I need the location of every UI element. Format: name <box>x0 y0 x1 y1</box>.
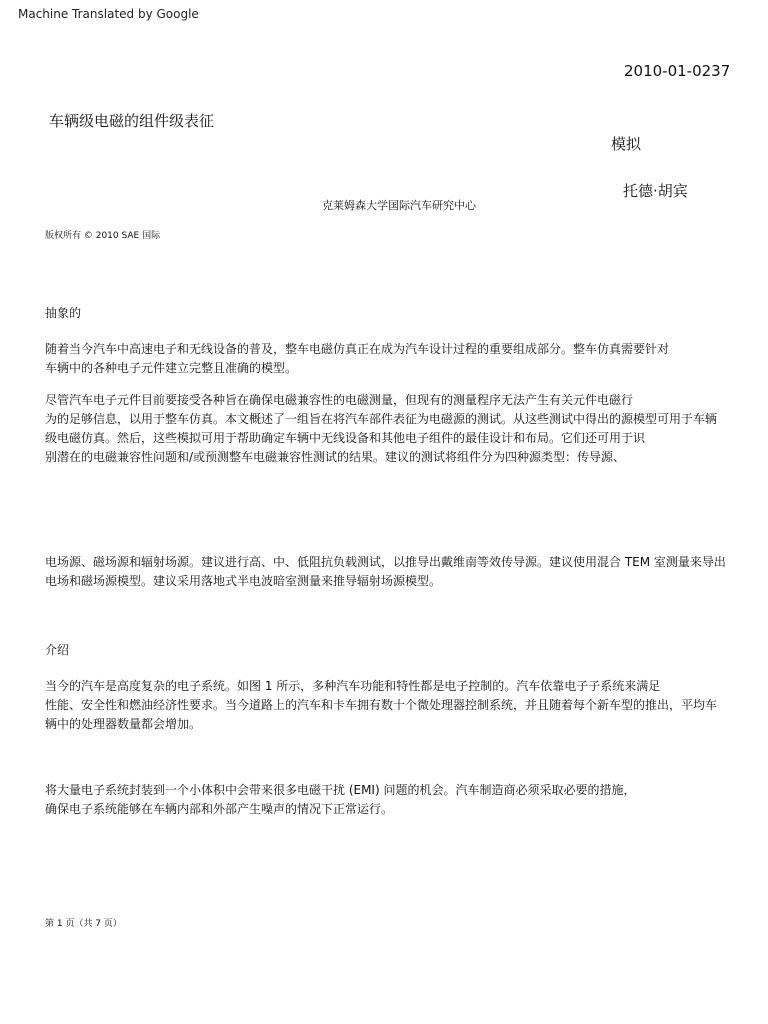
text-line: 别潜在的电磁兼容性问题和/或预测整车电磁兼容性测试的结果。建议的测试将组件分为四种源类型：传导源、 <box>45 450 626 464</box>
introduction-heading: 介绍 <box>45 643 70 657</box>
abstract-paragraph-3 <box>45 553 725 591</box>
paper-title: 车辆级电磁的组件级表征 <box>49 112 215 130</box>
abstract-paragraph-2 <box>45 391 725 467</box>
author-name: 托德·胡宾 <box>623 182 688 200</box>
text-line: 级电磁仿真。然后，这些模拟可用于帮助确定车辆中无线设备和其他电子组件的最佳设计和布局。它们还可用于识 <box>45 431 646 445</box>
translation-banner: Machine Translated by Google <box>18 7 199 21</box>
text-line: 当今的汽车是高度复杂的电子系统。如图 1 所示，多种汽车功能和特性都是电子控制的。汽车依靠电子子系统来满足 <box>45 679 661 693</box>
text-line: 辆中的处理器数量都会增加。 <box>45 717 202 731</box>
copyright-notice: 版权所有 © 2010 SAE 国际 <box>45 231 161 241</box>
text-line: 随着当今汽车中高速电子和无线设备的普及，整车电磁仿真正在成为汽车设计过程的重要组成部分。整车仿真需要针对 <box>45 342 670 356</box>
paper-title-continued: 模拟 <box>611 135 642 153</box>
text-line: 电场源、磁场源和辐射场源。建议进行高、中、低阻抗负载测试，以推导出戴维南等效传导源。建议使用混合 TEM 室测量来导出 <box>45 555 726 569</box>
text-line: 电场和磁场源模型。建议采用落地式半电波暗室测量来推导辐射场源模型。 <box>45 574 442 588</box>
text-line: 确保电子系统能够在车辆内部和外部产生噪声的情况下正常运行。 <box>45 802 394 816</box>
paper-number: 2010-01-0237 <box>624 62 731 80</box>
text-line: 车辆中的各种电子元件建立完整且准确的模型。 <box>45 361 298 375</box>
text-line: 性能、安全性和燃油经济性要求。当今道路上的汽车和卡车拥有数十个微处理器控制系统，并且随着每个新车型的推出，平均车 <box>45 698 718 712</box>
author-affiliation: 克莱姆森大学国际汽车研究中心 <box>322 199 476 212</box>
introduction-paragraph-1 <box>45 677 725 734</box>
abstract-heading: 抽象的 <box>45 306 82 320</box>
abstract-paragraph-1 <box>45 340 725 378</box>
text-line: 为的足够信息，以用于整车仿真。本文概述了一组旨在将汽车部件表征为电磁源的测试。从这些测试中得出的源模型可用于车辆 <box>45 412 718 426</box>
page-number: 第 1 页（共 7 页） <box>45 919 122 929</box>
text-line: 尽管汽车电子元件目前要接受各种旨在确保电磁兼容性的电磁测量，但现有的测量程序无法产生有关元件电磁行 <box>45 393 634 407</box>
text-line: 将大量电子系统封装到一个小体积中会带来很多电磁干扰 (EMI) 问题的机会。汽车制造商必须采取必要的措施， <box>45 783 636 797</box>
introduction-paragraph-2 <box>45 781 725 819</box>
